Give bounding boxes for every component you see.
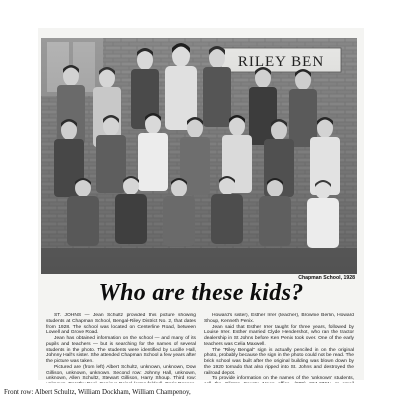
- article-paragraph: ST. JOHNS — Jean Schultz provided this picture showing students at Chapman School, Bengal-Riley District No. 2, that dates from 1928. The school was located on Centerline Road, between Lowell and Grove Road.: [46, 313, 196, 336]
- article-paragraph: Jean said that Esther Irrer taught for three years, followed by Louise Irrer. Esther married Clyde Hendershot, who ran the tractor dealership in St Johns before Ken Penix took over. One of the early teachers was Celia Maxwell.: [204, 324, 354, 347]
- handwritten-front-row-note: Front row: Albert Schultz, William Dockham, William Champenoy,: [4, 389, 191, 396]
- article-paragraph: Jean has obtained information on the school — and many of its pupils and teachers — but is searching for the names of several students in the photo. The students were identified by Lucille Hall, Johnny Hall's sister. She attended Chapman School a few years after the picture was taken.: [46, 336, 196, 364]
- article-paragraph: Pictured are (from left) Albert Schultz, unknown, unknown, Dow Gillison, unknown, unknown. Second row: Johnny Hall, unknown, unknown, Allen Schultz, Stewart Gillison, Harry Shoup. Third row:: [46, 364, 196, 382]
- newspaper-clipping: [38, 28, 364, 380]
- class-photo: [41, 38, 357, 274]
- photo-caption: Chapman School, 1928: [298, 275, 355, 281]
- article-paragraph: Howard's sister), Esther Irrer (teacher), Brownie Berlin, Howard Shoup, Kenneth Penix.: [204, 313, 354, 324]
- article-column-left: [46, 313, 196, 383]
- article-paragraph: To provide information on the names of the 'unknown' students,: [212, 376, 354, 382]
- article-headline: Who are these kids?: [98, 280, 304, 306]
- article-column-right: [204, 313, 354, 383]
- class-photo-illustration: [41, 38, 357, 274]
- article-paragraph: The "Riley Bengal" sign is actually penciled in on the original photo, probably because the sign in the photo could not be read. The brick school was built after the original building was blown down by the 1920 tornado that also ripped into St. Johns and destroyed the railroad depot.: [204, 347, 354, 376]
- photo-sign-text: RILEY BEN: [237, 54, 325, 70]
